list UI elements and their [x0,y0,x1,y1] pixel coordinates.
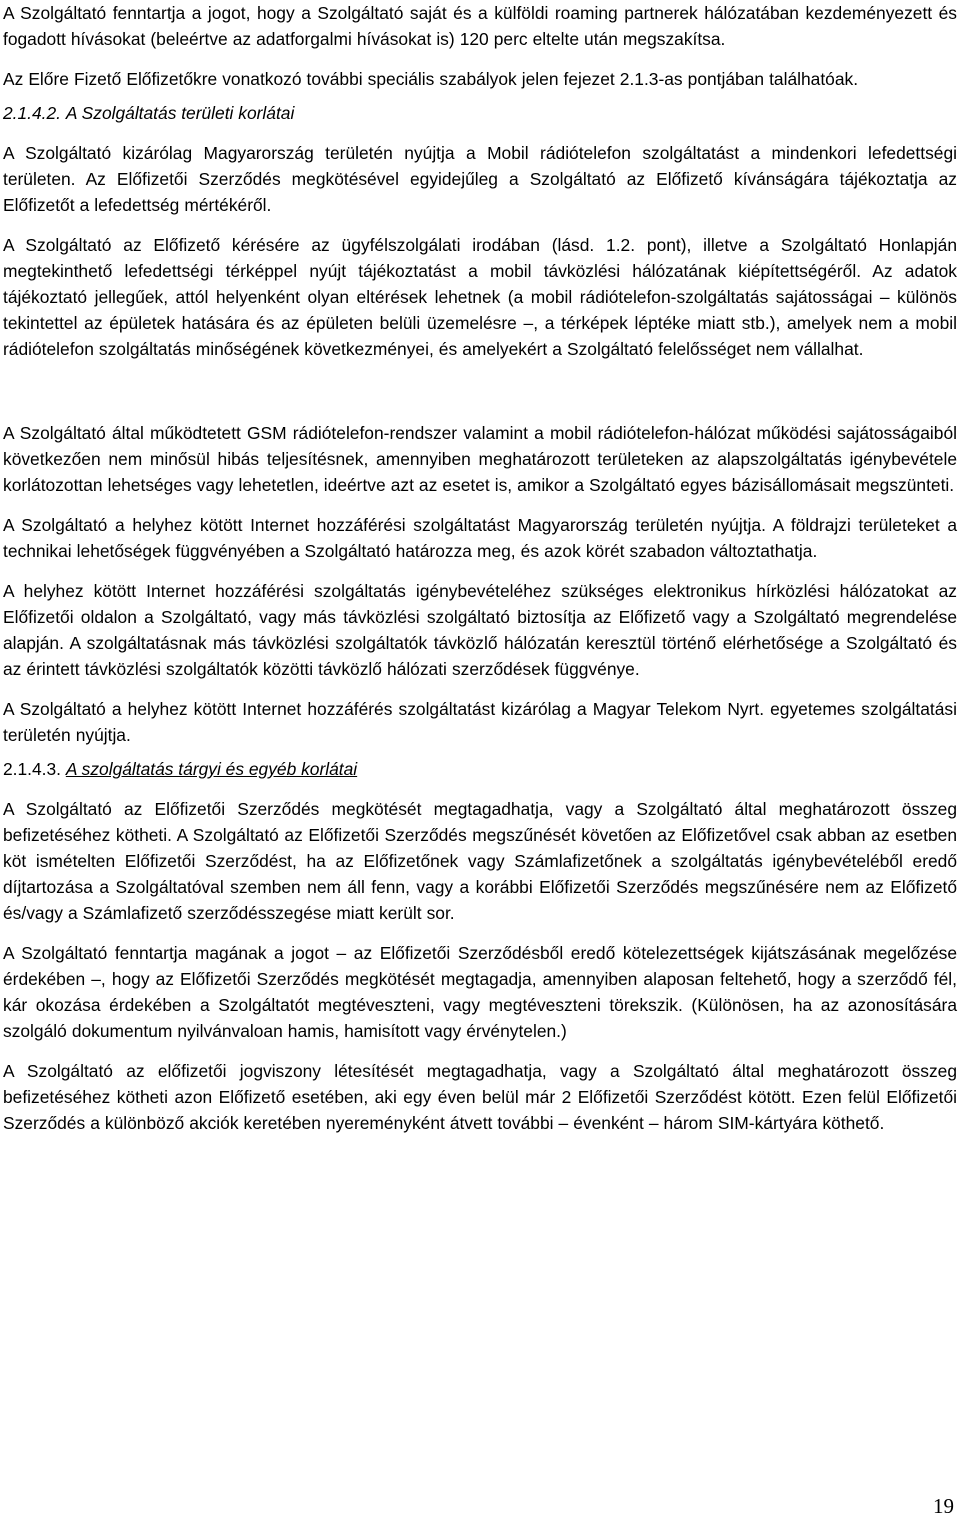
paragraph-fixed-internet-area: A Szolgáltató a helyhez kötött Internet hozzáférési szolgáltatást Magyarország területén nyújtja. A földrajzi területeket a technikai lehetőségek függvényében a Szolgáltató határozza meg, és azok körét szabadon változtathatja. [3,515,957,561]
paragraph-coverage-area: A Szolgáltató kizárólag Magyarország területén nyújtja a Mobil rádiótelefon szolgáltatást a mindenkori lefedettségi területen. Az Előfizetői Szerződés megkötésével egyidejűleg a Szolgáltató az Előfizető kívánságára tájékoztatja az Előfizetőt a lefedettség mértékéről. [3,143,957,215]
paragraph-prepaid-rules: Az Előre Fizető Előfizetőkre vonatkozó további speciális szabályok jelen fejezet 2.1.3-as pontjában találhatóak. [3,69,859,89]
paragraph-contract-refusal: A Szolgáltató az Előfizetői Szerződés megkötését megtagadhatja, vagy a Szolgáltató által meghatározott összeg befizetéséhez kötheti. A Szolgáltató az Előfizetői Szerződés megszűnését követően az Előfizetővel csak abban az esetben köt ismételten Előfizetői Szerződést, ha az Előfizetőnek vagy Számlafizetőnek a szolgáltatás igénybevételéből eredő díjtartozása a Szolgáltatóval szemben nem áll fenn, vagy a korábbi Előfizetői Szerződés megszűnésére nem az Előfizető és/vagy a Számlafizető szerződésszegése miatt került sor. [3,799,957,923]
paragraph-roaming-limit: A Szolgáltató fenntartja a jogot, hogy a Szolgáltató saját és a külföldi roaming partnerek hálózatában kezdeményezett és fogadott hívásokat (beleértve az adatforgalmi hívásokat is) 120 perc eltelte után megszakítsa. [3,3,957,49]
paragraph-telekom-area: A Szolgáltató a helyhez kötött Internet hozzáférés szolgáltatást kizárólag a Magyar Telekom Nyrt. egyetemes szolgáltatási területén nyújtja. [3,699,957,745]
paragraph-fixed-internet-network: A helyhez kötött Internet hozzáférési szolgáltatás igénybevételéhez szükséges elektronikus hírközlési hálózatokat az Előfizetői oldalon a Szolgáltató, vagy más távközlési szolgáltató biztosítja az Előfizető vagy a Szolgáltató megrendelése alapján. A szolgáltatásnak más távközlési szolgáltatók távközlő hálózatán keresztül történő elérhetősége a Szolgáltató és az érintett távközlési szolgáltatók közötti távközlő hálózati szerződések függvénye. [3,581,957,679]
paragraph-fraud-prevention: A Szolgáltató fenntartja magának a jogot – az Előfizetői Szerződésből eredő kötelezettségek kijátszásának megelőzése érdekében –, hogy az Előfizetői Szerződés megkötését megtagadja, amennyiben alaposan feltehető, hogy a szerződő fél, kár okozása érdekében a Szolgáltatót megtéveszteni, vagy megtéveszteni törekszik. (Különösen, ha az azonosítására szolgáló dokumentum nyilvánvaloan hamis, hamisított vagy érvénytelen.) [3,943,957,1041]
page-number: 19 [933,1494,954,1518]
paragraph-coverage-map: A Szolgáltató az Előfizető kérésére az ügyfélszolgálati irodában (lásd. 1.2. pont), illetve a Szolgáltató Honlapján megtekinthető lefedettségi térképpel nyújt tájékoztatást a mobil távközlési hálózatának kiépítettségéről. Az adatok tájékoztató jellegűek, attól helyenként olyan eltérések lehetnek (a mobil rádiótelefon-szolgáltatás sajátosságai – különös tekintettel az épületek hatására és az épületen belüli üzemelésre –, a térképek léptéke miatt stb.), amelyek nem a mobil rádiótelefon szolgáltatás minőségének következményei, és amelyekért a Szolgáltató felelősséget nem vállalhat. [3,235,957,359]
section-number: 2.1.4.3. [3,759,62,779]
section-title: A szolgáltatás tárgyi és egyéb korlátai [65,759,358,779]
section-heading-2-1-4-3 [3,756,957,782]
section-title: A Szolgáltatás területi korlátai [65,103,295,123]
section-heading-2-1-4-2 [3,100,957,126]
paragraph-gsm-system: A Szolgáltató által működtetett GSM rádiótelefon-rendszer valamint a mobil rádiótelefon-hálózat működési sajátosságaiból következően nem minősül hibás teljesítésnek, amennyiben meghatározott területeken az alapszolgáltatás igénybevétele korlátozottan lehetséges vagy lehetetlen, ideértve azt az esetet is, amikor a Szolgáltató egyes bázisállomásait megszünteti. [3,423,957,495]
document-page [3,0,957,1136]
section-number: 2.1.4.2. [3,103,62,123]
paragraph-subscription-limit: A Szolgáltató az előfizetői jogviszony létesítését megtagadhatja, vagy a Szolgáltató által meghatározott összeg befizetéséhez kötheti azon Előfizető esetében, aki egy éven belül már 2 Előfizetői Szerződést kötött. Ezen felül Előfizetői Szerződés a különböző akciók keretében nyereményként átvett további – évenként – három SIM-kártyára köthető. [3,1061,957,1133]
